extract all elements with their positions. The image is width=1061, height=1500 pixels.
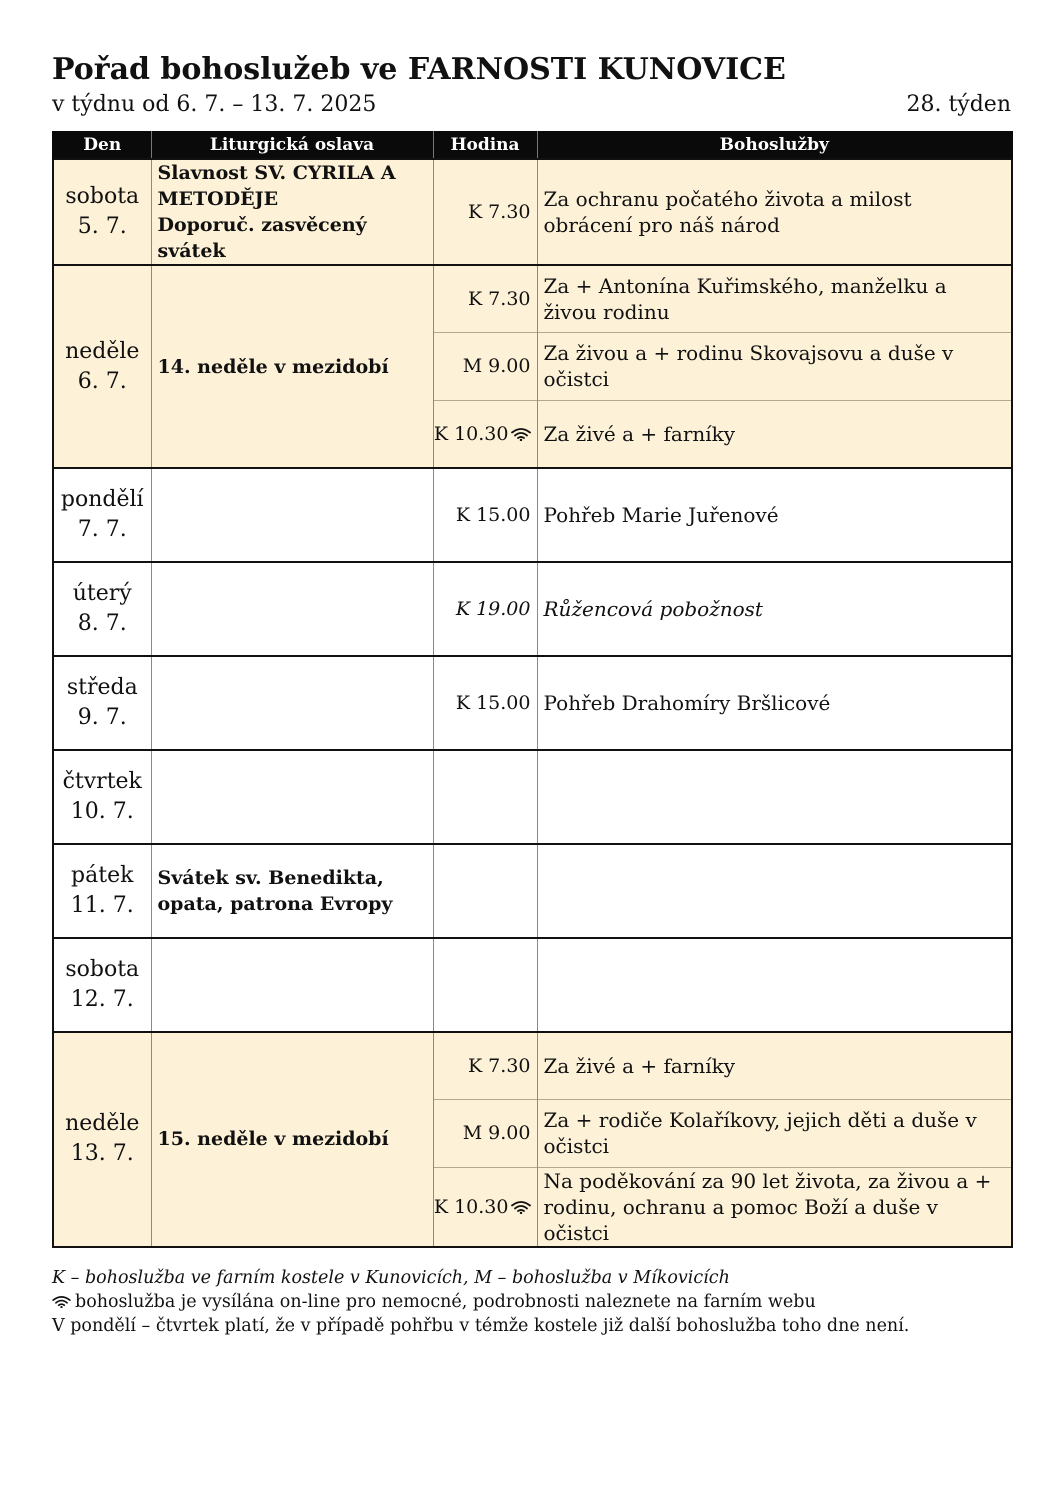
celebration-name: Slavnost SV. CYRILA A METODĚJE xyxy=(157,162,396,210)
wifi-icon xyxy=(511,427,531,441)
day-name: neděle xyxy=(65,1111,140,1137)
day-date: 9. 7. xyxy=(77,705,127,730)
wifi-icon xyxy=(511,1200,531,1214)
day-cell xyxy=(53,938,151,1032)
day-cell xyxy=(53,1032,151,1247)
time-value: K 10.30 xyxy=(433,422,509,445)
day-date: 7. 7. xyxy=(77,517,127,542)
service-cell: Za živou a + rodinu Skovajsovu a duše v očistci xyxy=(537,332,1012,400)
week-number: 28. týden xyxy=(906,92,1011,117)
footnote-online-text: bohoslužba je vysílána on-line pro nemocné, podrobnosti naleznete na farním webu xyxy=(75,1292,816,1312)
day-name: pondělí xyxy=(60,487,144,512)
time-cell xyxy=(433,844,537,938)
time-cell: K 15.00 xyxy=(433,656,537,750)
celebration-name xyxy=(151,562,433,656)
day-date: 11. 7. xyxy=(70,893,134,918)
celebration-name: Svátek sv. Benedikta, opata, patrona Evropy xyxy=(151,844,433,938)
service-cell xyxy=(537,844,1012,938)
celebration-note: Doporuč. zasvěcený svátek xyxy=(157,214,367,262)
time-cell xyxy=(433,1167,537,1247)
day-date: 6. 7. xyxy=(77,368,127,394)
day-date: 12. 7. xyxy=(70,987,134,1012)
day-cell xyxy=(53,265,151,468)
col-header-services: Bohoslužby xyxy=(537,131,1012,159)
day-row xyxy=(53,1032,1012,1247)
day-row xyxy=(53,159,1012,265)
celebration-name xyxy=(151,656,433,750)
day-cell xyxy=(53,562,151,656)
footnote-rule: V pondělí – čtvrtek platí, že v případě pohřbu v témže kostele již další bohoslužba toho dne není. xyxy=(52,1316,910,1336)
week-range: v týdnu od 6. 7. – 13. 7. 2025 xyxy=(52,92,377,117)
day-name: pátek xyxy=(71,863,134,888)
footnote-legend: K – bohoslužba ve farním kostele v Kunovicích, M – bohoslužba v Míkovicích xyxy=(52,1268,730,1288)
day-name: úterý xyxy=(72,581,132,606)
time-cell: M 9.00 xyxy=(433,1099,537,1167)
day-cell xyxy=(53,656,151,750)
service-cell xyxy=(537,938,1012,1032)
time-cell: K 7.30 xyxy=(433,159,537,265)
day-name: sobota xyxy=(65,957,140,982)
col-header-celebration: Liturgická oslava xyxy=(151,131,433,159)
day-row xyxy=(53,562,1012,656)
service-cell: Za + rodiče Kolaříkovy, jejich děti a duše v očistci xyxy=(537,1099,1012,1167)
celebration-name xyxy=(151,750,433,844)
service-cell: Za živé a + farníky xyxy=(537,1032,1012,1099)
time-cell: K 19.00 xyxy=(433,562,537,656)
day-cell xyxy=(53,468,151,562)
wifi-icon xyxy=(52,1295,71,1308)
day-name: sobota xyxy=(65,184,140,209)
day-date: 8. 7. xyxy=(77,611,127,636)
footnotes xyxy=(52,1266,909,1338)
celebration-name: 14. neděle v mezidobí xyxy=(151,265,433,468)
service-cell: Pohřeb Marie Juřenové xyxy=(537,468,1012,562)
day-cell xyxy=(53,159,151,265)
celebration-name xyxy=(151,468,433,562)
celebration-cell xyxy=(151,159,433,265)
time-value: K 10.30 xyxy=(433,1195,509,1218)
footnote-online xyxy=(52,1290,909,1314)
time-cell xyxy=(433,400,537,468)
day-date: 5. 7. xyxy=(77,214,127,239)
table-header xyxy=(53,131,1012,159)
day-row xyxy=(53,750,1012,844)
time-cell xyxy=(433,938,537,1032)
celebration-name xyxy=(151,938,433,1032)
time-cell: K 7.30 xyxy=(433,265,537,332)
time-cell: K 15.00 xyxy=(433,468,537,562)
celebration-name: 15. neděle v mezidobí xyxy=(151,1032,433,1247)
time-cell xyxy=(433,750,537,844)
day-cell xyxy=(53,844,151,938)
service-cell xyxy=(537,750,1012,844)
service-cell: Na poděkování za 90 let života, za živou a + rodinu, ochranu a pomoc Boží a duše v očistci xyxy=(537,1167,1012,1247)
day-name: neděle xyxy=(65,338,140,364)
day-name: středa xyxy=(66,675,138,700)
day-cell xyxy=(53,750,151,844)
page-title: Pořad bohoslužeb ve FARNOSTI KUNOVICE xyxy=(52,52,786,87)
service-cell: Růžencová pobožnost xyxy=(537,562,1012,656)
col-header-time: Hodina xyxy=(433,131,537,159)
day-row xyxy=(53,468,1012,562)
schedule-table xyxy=(52,131,1013,1248)
service-cell: Za ochranu počatého života a milost obrácení pro náš národ xyxy=(537,159,1012,265)
service-cell: Za + Antonína Kuřimského, manželku a živou rodinu xyxy=(537,265,1012,332)
day-row xyxy=(53,265,1012,468)
service-cell: Za živé a + farníky xyxy=(537,400,1012,468)
col-header-day: Den xyxy=(53,131,151,159)
day-row xyxy=(53,844,1012,938)
service-cell: Pohřeb Drahomíry Bršlicové xyxy=(537,656,1012,750)
day-date: 10. 7. xyxy=(70,799,134,824)
day-row xyxy=(53,938,1012,1032)
day-row xyxy=(53,656,1012,750)
time-cell: M 9.00 xyxy=(433,332,537,400)
time-cell: K 7.30 xyxy=(433,1032,537,1099)
day-date: 13. 7. xyxy=(70,1141,134,1167)
day-name: čtvrtek xyxy=(62,769,142,794)
